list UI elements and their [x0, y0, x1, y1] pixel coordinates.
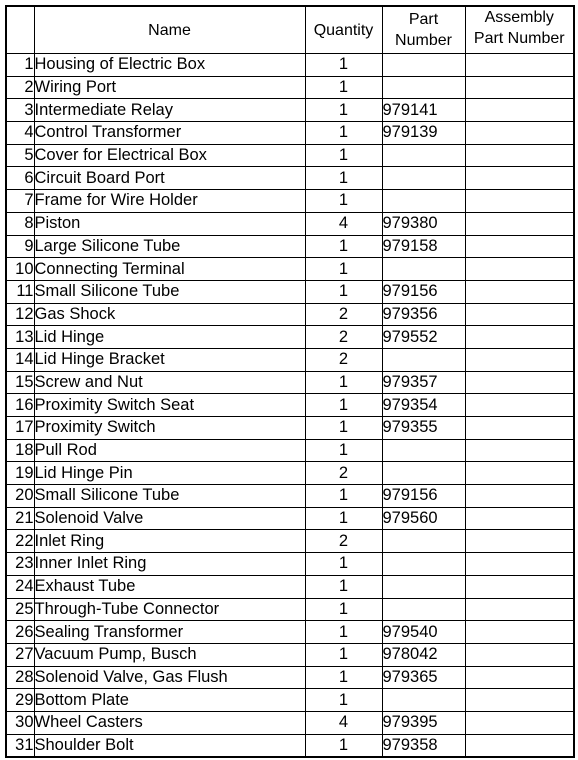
part-quantity: 1 — [305, 689, 382, 712]
header-part-number — [382, 6, 465, 54]
table-row — [6, 666, 574, 689]
assembly-part-number — [465, 258, 574, 281]
header-assembly-line1: Assembly — [484, 9, 554, 26]
part-name: Housing of Electric Box — [34, 54, 305, 77]
part-number: 979158 — [382, 235, 465, 258]
part-number: 979141 — [382, 99, 465, 122]
part-quantity: 1 — [305, 734, 382, 757]
table-body — [6, 54, 574, 758]
part-name: Gas Shock — [34, 303, 305, 326]
part-name: Frame for Wire Holder — [34, 190, 305, 213]
assembly-part-number — [465, 326, 574, 349]
part-name: Pull Rod — [34, 439, 305, 462]
assembly-part-number — [465, 485, 574, 508]
assembly-part-number — [465, 167, 574, 190]
part-name: Shoulder Bolt — [34, 734, 305, 757]
table-row — [6, 280, 574, 303]
table-row — [6, 598, 574, 621]
header-quantity: Quantity — [305, 6, 382, 54]
row-number: 25 — [6, 598, 34, 621]
assembly-part-number — [465, 54, 574, 77]
part-quantity: 1 — [305, 167, 382, 190]
table-row — [6, 507, 574, 530]
table-row — [6, 417, 574, 440]
part-name: Wheel Casters — [34, 711, 305, 734]
row-number: 6 — [6, 167, 34, 190]
table-row — [6, 575, 574, 598]
part-quantity: 1 — [305, 54, 382, 77]
part-name: Wiring Port — [34, 76, 305, 99]
part-quantity: 4 — [305, 711, 382, 734]
part-number: 979358 — [382, 734, 465, 757]
assembly-part-number — [465, 462, 574, 485]
part-quantity: 1 — [305, 621, 382, 644]
part-name: Solenoid Valve — [34, 507, 305, 530]
assembly-part-number — [465, 689, 574, 712]
table-row — [6, 76, 574, 99]
assembly-part-number — [465, 235, 574, 258]
part-number — [382, 76, 465, 99]
part-name: Small Silicone Tube — [34, 280, 305, 303]
part-quantity: 1 — [305, 371, 382, 394]
part-quantity: 2 — [305, 530, 382, 553]
part-number — [382, 530, 465, 553]
table-row — [6, 258, 574, 281]
table-row — [6, 303, 574, 326]
table-row — [6, 394, 574, 417]
part-quantity: 4 — [305, 212, 382, 235]
part-number: 978042 — [382, 643, 465, 666]
part-quantity: 1 — [305, 280, 382, 303]
table-row — [6, 621, 574, 644]
part-number: 979552 — [382, 326, 465, 349]
part-quantity: 1 — [305, 190, 382, 213]
part-quantity: 1 — [305, 394, 382, 417]
assembly-part-number — [465, 575, 574, 598]
table-row — [6, 122, 574, 145]
row-number: 11 — [6, 280, 34, 303]
part-name: Small Silicone Tube — [34, 485, 305, 508]
part-number: 979139 — [382, 122, 465, 145]
assembly-part-number — [465, 212, 574, 235]
table-header — [6, 6, 574, 54]
assembly-part-number — [465, 439, 574, 462]
part-name: Connecting Terminal — [34, 258, 305, 281]
row-number: 8 — [6, 212, 34, 235]
row-number: 14 — [6, 348, 34, 371]
part-quantity: 1 — [305, 258, 382, 281]
table-row — [6, 462, 574, 485]
row-number: 24 — [6, 575, 34, 598]
part-number — [382, 575, 465, 598]
part-number: 979540 — [382, 621, 465, 644]
row-number: 2 — [6, 76, 34, 99]
part-quantity: 1 — [305, 76, 382, 99]
table-row — [6, 144, 574, 167]
row-number: 16 — [6, 394, 34, 417]
part-name: Intermediate Relay — [34, 99, 305, 122]
assembly-part-number — [465, 303, 574, 326]
parts-table — [5, 5, 575, 758]
part-name: Screw and Nut — [34, 371, 305, 394]
row-number: 7 — [6, 190, 34, 213]
part-name: Cover for Electrical Box — [34, 144, 305, 167]
row-number: 13 — [6, 326, 34, 349]
part-number: 979395 — [382, 711, 465, 734]
assembly-part-number — [465, 190, 574, 213]
part-number: 979365 — [382, 666, 465, 689]
part-name: Inner Inlet Ring — [34, 553, 305, 576]
part-name: Proximity Switch — [34, 417, 305, 440]
header-assembly-line2: Part Number — [473, 30, 565, 47]
table-row — [6, 371, 574, 394]
row-number: 28 — [6, 666, 34, 689]
part-number — [382, 553, 465, 576]
row-number: 31 — [6, 734, 34, 757]
table-row — [6, 689, 574, 712]
table-row — [6, 643, 574, 666]
row-number: 18 — [6, 439, 34, 462]
part-number — [382, 167, 465, 190]
row-number: 10 — [6, 258, 34, 281]
assembly-part-number — [465, 371, 574, 394]
part-number: 979357 — [382, 371, 465, 394]
part-quantity: 2 — [305, 326, 382, 349]
table-row — [6, 235, 574, 258]
assembly-part-number — [465, 734, 574, 757]
row-number: 21 — [6, 507, 34, 530]
row-number: 30 — [6, 711, 34, 734]
table-row — [6, 212, 574, 235]
part-number: 979356 — [382, 303, 465, 326]
header-assembly-part-number — [465, 6, 574, 54]
part-number — [382, 689, 465, 712]
assembly-part-number — [465, 507, 574, 530]
part-quantity: 1 — [305, 553, 382, 576]
part-quantity: 1 — [305, 99, 382, 122]
part-name: Lid Hinge Bracket — [34, 348, 305, 371]
part-name: Large Silicone Tube — [34, 235, 305, 258]
part-name: Sealing Transformer — [34, 621, 305, 644]
part-number — [382, 462, 465, 485]
assembly-part-number — [465, 666, 574, 689]
part-number — [382, 439, 465, 462]
row-number: 22 — [6, 530, 34, 553]
table-row — [6, 348, 574, 371]
part-quantity: 1 — [305, 485, 382, 508]
part-quantity: 1 — [305, 598, 382, 621]
table-row — [6, 711, 574, 734]
part-quantity: 1 — [305, 235, 382, 258]
assembly-part-number — [465, 711, 574, 734]
row-number: 9 — [6, 235, 34, 258]
header-name: Name — [34, 6, 305, 54]
part-number: 979560 — [382, 507, 465, 530]
assembly-part-number — [465, 553, 574, 576]
table-row — [6, 734, 574, 757]
part-number: 979156 — [382, 280, 465, 303]
part-number: 979355 — [382, 417, 465, 440]
row-number: 29 — [6, 689, 34, 712]
assembly-part-number — [465, 280, 574, 303]
part-name: Lid Hinge — [34, 326, 305, 349]
assembly-part-number — [465, 76, 574, 99]
header-index-cell — [6, 6, 34, 54]
part-number — [382, 190, 465, 213]
table-row — [6, 326, 574, 349]
part-name: Exhaust Tube — [34, 575, 305, 598]
row-number: 20 — [6, 485, 34, 508]
table-row — [6, 553, 574, 576]
assembly-part-number — [465, 122, 574, 145]
part-quantity: 2 — [305, 462, 382, 485]
table-row — [6, 485, 574, 508]
table-row — [6, 190, 574, 213]
part-quantity: 1 — [305, 643, 382, 666]
part-quantity: 1 — [305, 507, 382, 530]
part-quantity: 1 — [305, 144, 382, 167]
row-number: 3 — [6, 99, 34, 122]
row-number: 12 — [6, 303, 34, 326]
part-name: Circuit Board Port — [34, 167, 305, 190]
part-quantity: 1 — [305, 666, 382, 689]
table-row — [6, 167, 574, 190]
assembly-part-number — [465, 621, 574, 644]
row-number: 19 — [6, 462, 34, 485]
header-row — [6, 6, 574, 54]
assembly-part-number — [465, 99, 574, 122]
part-quantity: 1 — [305, 417, 382, 440]
header-part-number-line1: Part — [408, 11, 439, 28]
row-number: 23 — [6, 553, 34, 576]
part-name: Inlet Ring — [34, 530, 305, 553]
row-number: 5 — [6, 144, 34, 167]
part-name: Proximity Switch Seat — [34, 394, 305, 417]
part-name: Solenoid Valve, Gas Flush — [34, 666, 305, 689]
part-name: Through-Tube Connector — [34, 598, 305, 621]
row-number: 4 — [6, 122, 34, 145]
assembly-part-number — [465, 530, 574, 553]
row-number: 1 — [6, 54, 34, 77]
table-row — [6, 54, 574, 77]
part-quantity: 2 — [305, 303, 382, 326]
table-row — [6, 439, 574, 462]
part-number: 979380 — [382, 212, 465, 235]
table-row — [6, 530, 574, 553]
part-quantity: 2 — [305, 348, 382, 371]
part-number: 979354 — [382, 394, 465, 417]
part-number — [382, 598, 465, 621]
part-name: Control Transformer — [34, 122, 305, 145]
part-number — [382, 54, 465, 77]
header-part-number-line2: Number — [395, 32, 452, 49]
assembly-part-number — [465, 643, 574, 666]
part-quantity: 1 — [305, 439, 382, 462]
assembly-part-number — [465, 417, 574, 440]
part-name: Piston — [34, 212, 305, 235]
row-number: 17 — [6, 417, 34, 440]
row-number: 15 — [6, 371, 34, 394]
assembly-part-number — [465, 144, 574, 167]
row-number: 27 — [6, 643, 34, 666]
part-name: Vacuum Pump, Busch — [34, 643, 305, 666]
part-name: Bottom Plate — [34, 689, 305, 712]
part-name: Lid Hinge Pin — [34, 462, 305, 485]
part-number: 979156 — [382, 485, 465, 508]
part-number — [382, 258, 465, 281]
table-row — [6, 99, 574, 122]
row-number: 26 — [6, 621, 34, 644]
part-number — [382, 348, 465, 371]
assembly-part-number — [465, 348, 574, 371]
part-quantity: 1 — [305, 122, 382, 145]
assembly-part-number — [465, 598, 574, 621]
part-quantity: 1 — [305, 575, 382, 598]
assembly-part-number — [465, 394, 574, 417]
part-number — [382, 144, 465, 167]
